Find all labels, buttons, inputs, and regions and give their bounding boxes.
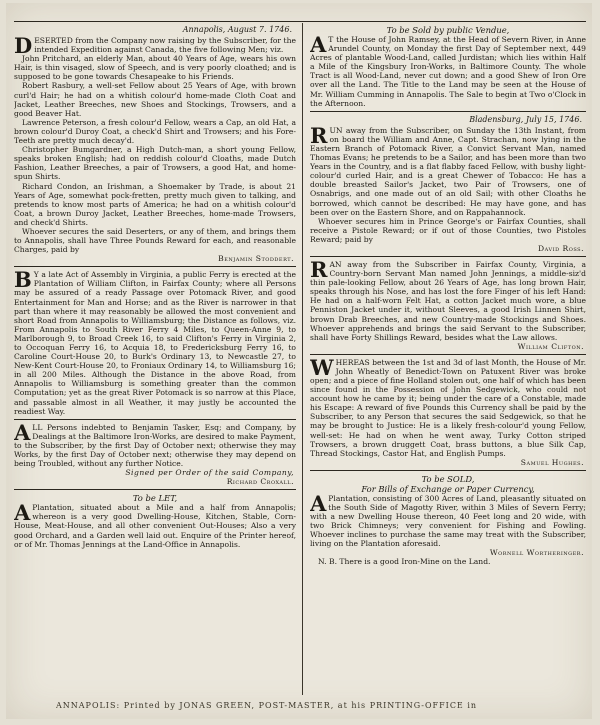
dropcap: A <box>310 490 327 516</box>
runaway-text: AN away from the Subscriber in Fairfax County, Virginia, a Country-born Servant Man named John Jennings, a middle-siz'd thin pale-looking Fellow, about 26 Years of Age, has long brown Hair, speaks through his Nose, and has lost the fore Finger of his left Hand: He had on a half-worn Felt Hat, a cotton Jacket much wore, a blue Penniston Jacket under it, without Sleeves, a good Irish Linnen Shirt, brown Drab Breeches, and new Country-made Stockings and Shoes. Whoever apprehends and brings the said Servant to the Subscriber, shall have Forty Shillings Reward, besides what the Law allows. <box>310 259 586 342</box>
dropcap: R <box>310 122 328 148</box>
ferry-advertisement <box>14 267 296 416</box>
dropcap: A <box>14 500 31 526</box>
runaway-text: UN away from the Subscriber, on Sunday the 13th Instant, from on board the William and Anne, Capt. Strachan, now lying in the Eastern Branch of Potomack River, a Convict Servant Man, named Thomas Evans; he pretends to be a Sailor, and has been more than two Years in the Country, and is a flat flabby faced Fellow, with bushy light-colour'd curled Hair, and is a great Chewer of Tobacco: He has a double breasted Sailor's Jacket, two Pair of Trowsers, one of Osnabrigs, and one made out of an old Sail; with other Cloaths he borrowed, which cannot be described: He may have gone, and has been over on the Eastern Shore, and on Rappahannock. <box>310 125 586 217</box>
ad-heading: To be SOLD, <box>421 473 475 484</box>
ad-lead: DESERTED from the Company now raising by the Subscriber, for the intended Expedition against Canada, the five following Men; viz. <box>14 33 296 58</box>
indebted-text: LL Persons indebted to Benjamin Tasker, Esq; and Company, by Dealings at the Baltimore Iron-Works, are desired to make Payment, to the Subscriber, by the first Day of October next; otherwise they may Works, by the first Day of October next; otherwise they may depend on being Troubled, without any further Notice. <box>14 422 296 469</box>
signature: Wornell Wortheringer. <box>489 548 584 558</box>
signed-line: Signed per Order of the said Company, <box>125 468 294 478</box>
dropcap: W <box>310 354 334 380</box>
left-column <box>14 25 296 691</box>
rule <box>14 266 296 267</box>
whereas-text: HEREAS between the 1st and 3d of last Month, the House of Mr. John Wheatly of Benedict-Town on Patuxent River was broke open; and a piece of fine Holland stolen out, one half of which has been since found in the Possession of John Sedgewick, who could not account how he came by it; being under the care of a Constable, made his Escape: A reward of five Pounds this Currency shall be paid by the Subscriber, to any Person that secures the said Sedgewick, so that he may be brought to Justice: He is a likely fresh-colour'd young Fellow, well-set: He had on when he went away, Turky Cotton striped Trowsers, a brown druggett Coat, brass buttons, a blue Silk Cap, Thread Stockings, Castor Hat, and English Pumps. <box>310 357 586 458</box>
to-let-text: Plantation, situated about a Mile and a half from Annapolis; whereon is a very good Dwelling-House, Kitchen, Stable, Corn-House, Meat-House, and all other convenient Out-Houses; Also a very good Orchard, and a Garden well laid out. Enquire of the Printer hereof, or of Mr. Thomas Jennings at the Land-Office in Annapolis. <box>14 503 296 549</box>
newspaper-page <box>6 3 592 719</box>
signature: William Clifton. <box>517 341 584 351</box>
runaway-jennings-advertisement <box>310 256 586 351</box>
right-column <box>310 25 586 691</box>
to-be-sold-advertisement <box>310 474 586 567</box>
rule <box>310 111 586 112</box>
ferry-text: Y a late Act of Assembly in Virginia, a public Ferry is erected at the Plantation of William Clifton, in Fairfax County; where all Persons may be assured of a ready Passage over Potomack River, and good Entertainment for Man and Horse; and as the River is narrower in that part than where it may reasonably be allowed the most convenient and short Road from Annapolis to Williamsburg; the Distance as follows, viz. From Annapolis to South River Ferry 4 Miles, to Queen-Anne 9, to Marlborough 9, to Broad Creek 16, to said Clifton's Ferry in Virginia 2, to Occoquan Ferry 16, to Acquia 18, to Fredericksburg Ferry 16, to Caroline Court-House 20, to Burk's Ordinary 13, to Newcastle 27, to New-Kent Court-House 20, to Froniaux Ordinary 14, to Williamsburg 16; in all 200 Miles. Although the Distance in the above Road, from Annapolis to Williamsburg is something greater than the common Computation; yet as the great River Potomack is so narrow at this Place, and passable almost in all Weather, it may justly be accounted the readiest Way. <box>14 270 296 416</box>
vendue-text: T the House of John Ramsey, at the Head of Severn River, in Anne Arundel County, on Monday the first Day of September next, 449 Acres of plantable Wood-Land, called Jurdistan; which lies within Half a Mile of the Kingsbury Iron-Works, in Baltimore County. The whole Tract is all Wood-Land, never cut down; and a good Shew of Iron Ore over all the Land. The Title to the Land may be seen at the House of Mr. William Cumming in Annapolis. The Sale to begin at Two o'Clock in the Afternoon. <box>310 35 586 108</box>
deserter-condon: Richard Condon, an Irishman, a Shoemaker by Trade, is about 21 Years of Age, somewhat pock-fretten, pretty much given to talking, and pretends to know most parts of America; he had on a whitish colour'd Coat, a brown Duroy Jacket, Leather Breeches, home-made Trowsers, and check'd Shirts. <box>14 181 296 227</box>
reward-text: Whoever secures him in Prince George's or Fairfax Counties, shall receive a Pistole Reward; or if out of those Counties, two Pistoles Reward; paid by <box>310 216 586 244</box>
dropcap: B <box>14 267 32 293</box>
rule <box>310 470 586 471</box>
runaway-evans-advertisement <box>310 115 586 253</box>
deserter-pritchard: John Pritchard, an elderly Man, about 40 Years of Age, wears his own Hair, is thin visaged, slow of Speech, and is very poorly cloathed; and is supposed to be gone towards Chesapeake to his Friends. <box>14 54 296 82</box>
rule <box>14 489 296 490</box>
reward-text: Whoever secures the said Deserters, or any of them, and brings them to Annapolis, shall have Three Pounds Reward for each, and reasonable Charges, paid by <box>14 226 296 255</box>
deserter-rasbury: Robert Rasbury, a well-set Fellow about 25 Years of Age, with brown curl'd Hair; he had on a whitish colour'd home-made Cloth Coat and Jacket, Leather Breeches, new Shoes and Stockings, Trowsers, and a good Beaver Hat. <box>14 81 296 118</box>
rule <box>14 419 296 420</box>
rule <box>310 256 586 257</box>
rule <box>310 354 586 355</box>
dateline: Bladensburg, July 15, 1746. <box>469 114 582 124</box>
deserter-bumgardner: Christopher Bumgardner, a High Dutch-man, a short young Fellow, speaks broken English; had on reddish colour'd Cloaths, made Dutch Fashion, Leather Breeches, a pair of Trowsers, a good Hat, and home-spun Shirts. <box>14 145 296 182</box>
whereas-advertisement <box>310 354 586 467</box>
deserter-peterson: Lawrence Peterson, a fresh colour'd Fellow, wears a Cap, an old Hat, a brown colour'd Duroy Coat, a check'd Shirt and Trowsers; and his Fore-Teeth are pretty much decay'd. <box>14 117 296 146</box>
signature: Richard Croxall. <box>226 477 294 487</box>
top-rule <box>14 21 586 22</box>
to-be-sold-text: Plantation, consisting of 300 Acres of Land, pleasantly situated on the South Side of Magotty River, within 3 Miles of Severn Ferry; with a new Dwelling House thereon, 40 Feet long and 20 wide, with two Brick Chimneys; very convenient for Fishing and Fowling. Whoever inclines to purchase the same may treat with the Subscriber, living on the Plantation aforesaid. <box>310 493 586 549</box>
signature: David Ross. <box>538 243 584 253</box>
column-divider <box>302 23 303 695</box>
indebted-advertisement <box>14 419 296 487</box>
dropcap: D <box>14 33 33 58</box>
dropcap: A <box>14 419 31 445</box>
nota-bene: N. B. There is a good Iron-Mine on the Land. <box>318 557 491 567</box>
dropcap: R <box>310 256 328 282</box>
dateline: Annapolis, August 7. 1746. <box>182 25 292 34</box>
dropcap: A <box>310 32 327 57</box>
signature: Samuel Hughes. <box>520 457 584 467</box>
deserters-advertisement <box>14 25 296 263</box>
ad-heading: To be Sold by public Vendue, <box>386 25 510 35</box>
printer-colophon: ANNAPOLIS: Printed by JONAS GREEN, POST-MASTER, at his PRINTING-OFFICE in <box>56 701 478 710</box>
signature: Benjamin Stoddert. <box>218 254 294 264</box>
ad-heading: To be LET, <box>132 493 178 504</box>
ad-subheading: For Bills of Exchange or Paper Currency, <box>361 483 535 494</box>
vendue-advertisement <box>310 25 586 108</box>
to-let-advertisement <box>14 493 296 548</box>
